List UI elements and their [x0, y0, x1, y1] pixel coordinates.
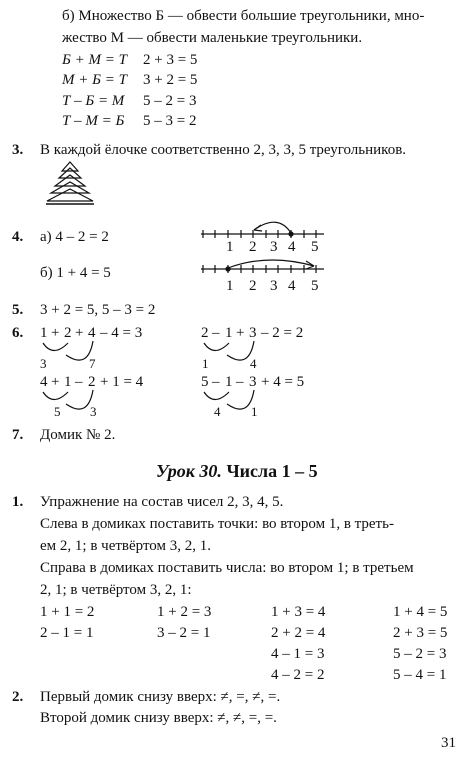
expr-2-t2: 1 — [225, 325, 233, 341]
axis-a-label-1: 1 — [226, 239, 234, 255]
lesson-title — [156, 462, 318, 480]
expr-2-t3: 3 — [249, 325, 257, 341]
expr-1-op2: + — [75, 325, 84, 341]
expr-3-sub2: 3 — [90, 404, 97, 419]
expr-2-op1: – — [212, 325, 220, 341]
lesson-item-1-line4: Справа в домиках поставить числа: во втором 1; в третьем — [40, 560, 414, 576]
section-b-line1: б) Множество Б — обвести большие треугольники, мно- — [62, 8, 425, 24]
set-eq-1: Б + М = Т — [62, 52, 127, 68]
lesson-item-1-line3: ем 2, 1; в четвёртом 3, 2, 1. — [40, 538, 212, 554]
item-4-number: 4. — [12, 229, 24, 245]
expr-1-sub1: 3 — [40, 356, 47, 371]
tree-icon — [40, 160, 100, 210]
col1-eq1: 1 + 1 = 2 — [40, 604, 95, 620]
lesson-item-2-number: 2. — [12, 689, 24, 705]
expr-4-sub2: 1 — [251, 404, 258, 419]
set-eq-2: М + Б = Т — [62, 72, 127, 88]
item-4b-text: б) 1 + 4 = 5 — [40, 265, 111, 281]
expr-2-t1: 2 — [201, 325, 209, 341]
item-7-text: Домик № 2. — [40, 427, 116, 443]
lesson-title-topic: Числа 1 – 5 — [221, 461, 318, 481]
expr-4-t3: 3 — [249, 374, 257, 390]
expr-3-op1: + — [51, 374, 60, 390]
expr-3-rest: + 1 = 4 — [100, 374, 144, 390]
item-5-number: 5. — [12, 302, 24, 318]
axis-a-label-4: 4 — [288, 239, 296, 255]
lesson-item-1-line1: Упражнение на состав чисел 2, 3, 4, 5. — [40, 494, 284, 510]
expr-3-t3: 2 — [88, 374, 96, 390]
expr-2-sub1: 1 — [202, 356, 209, 371]
item-4a-text: а) 4 – 2 = 2 — [40, 229, 109, 245]
expr-4-t1: 5 — [201, 374, 209, 390]
expr-3-t2: 1 — [64, 374, 72, 390]
section-b-line2: жество М — обвести маленькие треугольники. — [62, 30, 363, 46]
lesson-item-1-line2: Слева в домиках поставить точки: во втором 1, в треть- — [40, 516, 394, 532]
expr-2-op2: + — [236, 325, 245, 341]
expr-2-sub2: 4 — [250, 356, 257, 371]
expr-1-brackets — [38, 340, 108, 370]
col2-eq2: 3 – 2 = 1 — [157, 625, 211, 641]
expr-2-rest: – 2 = 2 — [261, 325, 304, 341]
axis-a-label-3: 3 — [270, 239, 278, 255]
col4-eq3: 5 – 2 = 3 — [393, 646, 447, 662]
axis-a-label-5: 5 — [311, 239, 319, 255]
col4-eq4: 5 – 4 = 1 — [393, 667, 447, 683]
expr-3-t1: 4 — [40, 374, 48, 390]
num-eq-4: 5 – 3 = 2 — [143, 113, 197, 129]
expr-1-sub2: 7 — [89, 356, 96, 371]
col1-eq2: 2 – 1 = 1 — [40, 625, 94, 641]
expr-3-sub1: 5 — [54, 404, 61, 419]
expr-1-t1: 1 — [40, 325, 48, 341]
expr-3-op2: – — [75, 374, 83, 390]
item-3-number: 3. — [12, 142, 24, 158]
lesson-title-number: Урок 30. — [156, 461, 222, 481]
expr-1-t2: 2 — [64, 325, 72, 341]
axis-b-label-3: 3 — [270, 278, 278, 294]
item-3-text: В каждой ёлочке соответственно 2, 3, 3, 5 треугольников. — [40, 142, 407, 158]
item-5-text: 3 + 2 = 5, 5 – 3 = 2 — [40, 302, 156, 318]
expr-1-t3: 4 — [88, 325, 96, 341]
axis-b-label-1: 1 — [226, 278, 234, 294]
col3-eq4: 4 – 2 = 2 — [271, 667, 325, 683]
set-eq-3: Т – Б = М — [62, 93, 125, 109]
expr-4-op1: – — [212, 374, 220, 390]
col4-eq2: 2 + 3 = 5 — [393, 625, 448, 641]
col4-eq1: 1 + 4 = 5 — [393, 604, 448, 620]
col3-eq1: 1 + 3 = 4 — [271, 604, 326, 620]
expr-4-op2: – — [236, 374, 244, 390]
item-7-number: 7. — [12, 427, 24, 443]
num-eq-3: 5 – 2 = 3 — [143, 93, 197, 109]
axis-b-label-4: 4 — [288, 278, 296, 294]
page-number: 31 — [441, 735, 456, 751]
expr-4-brackets — [199, 389, 269, 419]
col3-eq2: 2 + 2 = 4 — [271, 625, 326, 641]
expr-4-sub1: 4 — [214, 404, 221, 419]
axis-b-label-2: 2 — [249, 278, 257, 294]
axis-a-label-2: 2 — [249, 239, 257, 255]
lesson-item-2-line2: Второй домик снизу вверх: ≠, ≠, =, =. — [40, 710, 277, 726]
set-eq-4: Т – М = Б — [62, 113, 125, 129]
col3-eq3: 4 – 1 = 3 — [271, 646, 325, 662]
lesson-item-1-line5: 2, 1; в четвёртом 3, 2, 1: — [40, 582, 192, 598]
expr-2-brackets — [199, 340, 269, 370]
expr-3-brackets — [38, 389, 108, 419]
lesson-item-1-number: 1. — [12, 494, 24, 510]
expr-1-rest: – 4 = 3 — [100, 325, 143, 341]
num-eq-2: 3 + 2 = 5 — [143, 72, 198, 88]
lesson-item-2-line1: Первый домик снизу вверх: ≠, =, ≠, =. — [40, 689, 281, 705]
axis-b-label-5: 5 — [311, 278, 319, 294]
item-6-number: 6. — [12, 325, 24, 341]
num-eq-1: 2 + 3 = 5 — [143, 52, 198, 68]
col2-eq1: 1 + 2 = 3 — [157, 604, 212, 620]
expr-4-rest: + 4 = 5 — [261, 374, 305, 390]
expr-1-op1: + — [51, 325, 60, 341]
expr-4-t2: 1 — [225, 374, 233, 390]
